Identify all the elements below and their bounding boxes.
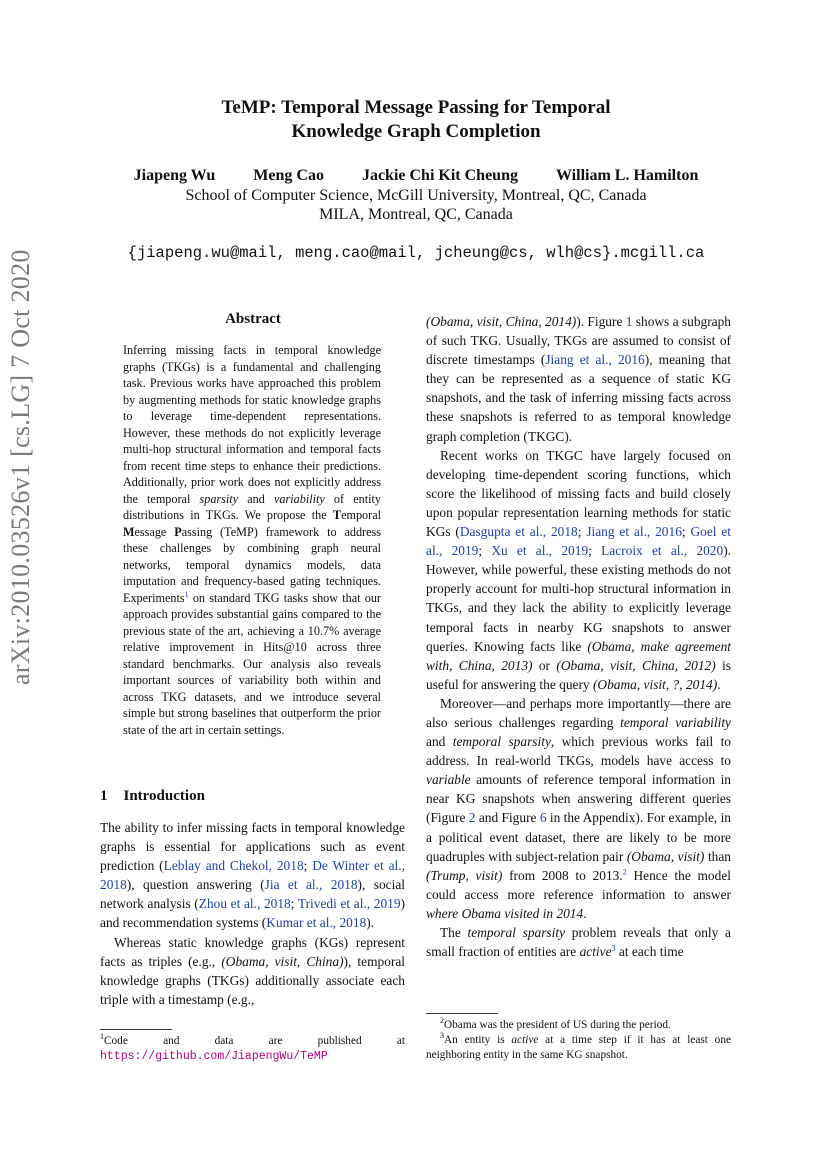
footnote-3: $^3$An entity is active at a time step if it has at least one neighboring entity in the same KG snapshot. xyxy=(426,1031,731,1061)
figure-ref-link[interactable]: 2 xyxy=(468,810,476,826)
footnotes-right xyxy=(426,1018,731,1063)
citation-link[interactable]: Kumar et al., 2018 xyxy=(266,915,367,931)
section-heading: 1 Introduction xyxy=(100,788,205,804)
arxiv-identifier: arXiv:2010.03526v1 [cs.LG] 7 Oct 2020 xyxy=(6,249,35,685)
footnote-2: $^2$Obama was the president of US during the period. xyxy=(440,1016,671,1031)
citation-link[interactable]: Leblay and Chekol, 2018 xyxy=(163,858,304,874)
author-name: Jackie Chi Kit Cheung xyxy=(361,167,518,184)
author-emails: {jiapeng.wu@mail, meng.cao@mail, jcheung@cs, wlh@cs}.mcgill.ca xyxy=(127,244,705,262)
author-list xyxy=(100,167,732,185)
affiliation-line: MILA, Montreal, QC, Canada xyxy=(319,206,513,223)
figure-ref-link[interactable]: 6 xyxy=(539,810,547,826)
intro-right-column xyxy=(426,312,731,961)
github-link[interactable]: https://github.com/JiapengWu/TeMP xyxy=(100,1050,328,1063)
citation-link[interactable]: Lacroix et al., 2020 xyxy=(601,543,724,559)
author-name: Meng Cao xyxy=(253,167,324,184)
intro-paragraph: The temporal sparsity problem reveals that only a small fraction of entities are active$^3$ at each time xyxy=(426,925,732,960)
citation-link[interactable]: Xu et al., 2019 xyxy=(491,543,589,559)
footnote-ref-2[interactable]: 2 xyxy=(622,867,627,877)
intro-paragraph: The ability to infer missing facts in temporal knowledge graphs is essential for applications such as event prediction (Leblay and Chekol, 2018; De Winter et al., 2018), question answering (Jia et al., 2018), social network analysis (Zhou et al., 2018; Trivedi et al., 2019) and recommendation systems (Kumar et al., 2018). xyxy=(100,820,405,931)
title-line-1: TeMP: Temporal Message Passing for Temporal xyxy=(221,97,611,118)
title-line-2: Knowledge Graph Completion xyxy=(291,121,541,142)
citation-link[interactable]: Jiang et al., 2016 xyxy=(545,352,645,368)
intro-left-column xyxy=(100,818,405,1009)
footnote-ref-1[interactable]: 1 xyxy=(184,589,189,599)
citation-link[interactable]: Jiang et al., 2016 xyxy=(586,524,682,540)
abstract-heading: Abstract xyxy=(225,311,281,327)
intro-paragraph: Recent works on TKGC have largely focused on developing time-dependent scoring functions, which score the likelihood of missing facts and build closely upon popular representation learning methods for static KGs (Dasgupta et al., 2018; Jiang et al., 2016; Goel et al., 2019; Xu et al., 2019; Lacroix et al., 2020). However, while powerful, these existing methods do not properly account for multi-hop structural information in TKGs, and they lack the ability to explicitly leverage temporal facts in nearby KG snapshots to answer queries. Knowing facts like (Obama, make agreement with, China, 2013) or (Obama, visit, China, 2012) is useful for answering the query (Obama, visit, ?, 2014). xyxy=(426,447,732,692)
footnote-rule xyxy=(426,1013,498,1014)
citation-link[interactable]: Zhou et al., 2018 xyxy=(198,896,291,912)
footnote-1: $^1$Code and data are published at https://github.com/JiapengWu/TeMP xyxy=(100,1032,405,1063)
citation-link[interactable]: Jia et al., 2018 xyxy=(264,877,358,893)
figure-ref-link[interactable]: 1 xyxy=(625,314,633,329)
intro-paragraph: (Obama, visit, China, 2014)). Figure 1 shows a subgraph of such TKG. Usually, TKGs are assumed to consist of discrete timestamps (Jiang et al., 2016), meaning that they can be represented as a sequence of static KG snapshots, and the task of inferring missing facts across these snapshots is referred to as temporal knowledge graph completion (TKGC). xyxy=(426,314,731,444)
author-name: William L. Hamilton xyxy=(555,167,699,184)
author-name: Jiapeng Wu xyxy=(133,167,216,184)
citation-link[interactable]: De Winter et al., 2018 xyxy=(100,858,405,893)
intro-paragraph: Whereas static knowledge graphs (KGs) represent facts as triples (e.g., (Obama, visit, China)), temporal knowledge graphs (TKGs) additionally associate each triple with a timestamp (e.g., xyxy=(100,934,406,1007)
footnote-ref-3[interactable]: 3 xyxy=(611,943,616,953)
paper-title xyxy=(100,96,732,144)
citation-link[interactable]: Dasgupta et al., 2018 xyxy=(459,524,578,540)
footnote-rule xyxy=(100,1029,172,1030)
intro-paragraph: Moreover—and perhaps more importantly—there are also serious challenges regarding temporal variability and temporal sparsity, which previous works fail to address. In real-world TKGs, models have access to variable amounts of reference temporal information in near KG snapshots when answering different queries (Figure 2 and Figure 6 in the Appendix). For example, in a political event dataset, there are likely to be more quadruples with subject-relation pair (Obama, visit) than (Trump, visit) from 2008 to 2013.$^2$ Hence the model could access more reference information to answer where Obama visited in 2014. xyxy=(426,695,732,921)
abstract-body: Inferring missing facts in temporal knowledge graphs (TKGs) is a fundamental and challenging task. Previous works have approached this problem by augmenting methods for static knowledge graphs to leverage time-dependent representations. However, these methods do not explicitly leverage multi-hop structural information and temporal facts from recent time steps to enhance their predictions. Additionally, prior work does not explicitly address the temporal sparsity and variability of entity distributions in TKGs. We propose the Temporal Message Passing (TeMP) framework to address these challenges by combining graph neural networks, temporal dynamics models, data imputation and frequency-based gating techniques. Experiments$^1$ on standard TKG tasks show that our approach provides substantial gains compared to the previous state of the art, achieving a 10.7% average relative improvement in Hits@10 across three standard benchmarks. Our analysis also reveals important sources of variability both within and across TKG datasets, and we introduce several simple but strong baselines that outperform the prior state of the art in certain settings. xyxy=(123,343,381,737)
citation-link[interactable]: Trivedi et al., 2019 xyxy=(297,896,401,912)
affiliation-line: School of Computer Science, McGill University, Montreal, QC, Canada xyxy=(185,187,647,204)
citation-link[interactable]: Goel et al., 2019 xyxy=(426,524,731,559)
